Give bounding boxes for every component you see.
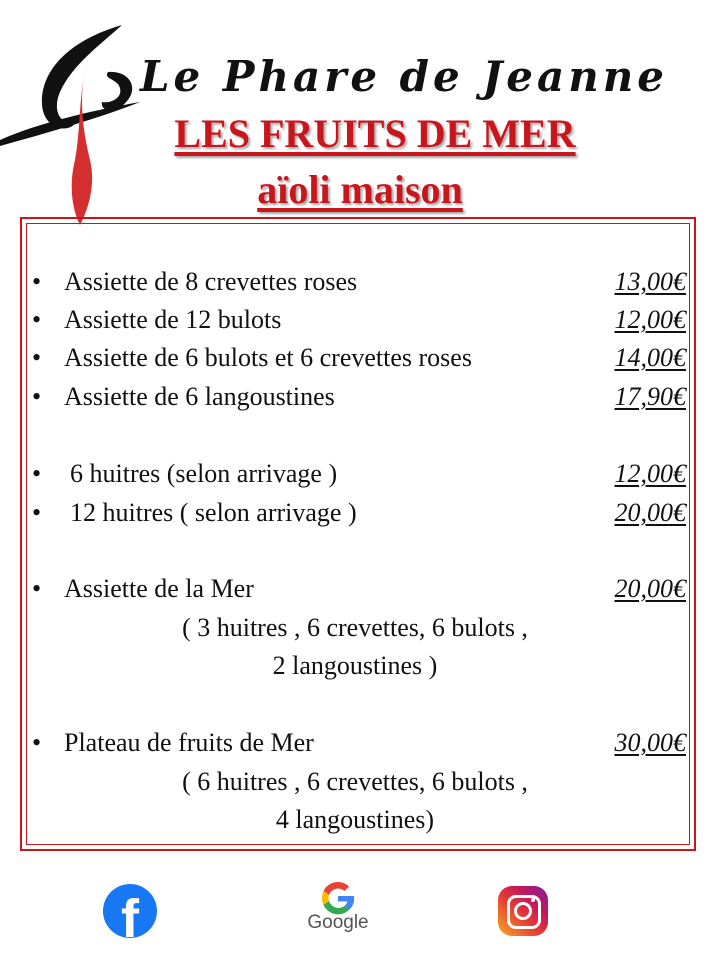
menu-item (32, 728, 686, 762)
item-price: 13,00€ (614, 267, 686, 296)
bullet: • (32, 343, 42, 372)
menu-item (32, 267, 686, 301)
item-price: 12,00€ (614, 459, 686, 488)
item-price: 12,00€ (614, 305, 686, 334)
item-price: 14,00€ (614, 343, 686, 372)
item-price: 17,90€ (614, 382, 686, 411)
item-detail: ( 6 huitres , 6 crevettes, 6 bulots , (182, 767, 528, 796)
menu-item (32, 343, 686, 377)
item-label: Assiette de 6 bulots et 6 crevettes roses (64, 343, 472, 372)
item-label: Assiette de 6 langoustines (64, 382, 335, 411)
bullet: • (32, 459, 42, 488)
google-icon[interactable] (300, 878, 376, 944)
item-price: 20,00€ (614, 498, 686, 527)
item-label: Assiette de la Mer (64, 574, 254, 603)
bullet: • (32, 382, 42, 411)
item-label: Plateau de fruits de Mer (64, 728, 314, 757)
item-detail: ( 3 huitres , 6 crevettes, 6 bulots , (182, 613, 528, 642)
menu-item (32, 574, 686, 608)
bullet: • (32, 305, 42, 334)
bullet: • (32, 498, 42, 527)
social-links (0, 878, 720, 948)
google-wordmark: Google (307, 912, 369, 933)
menu-item (32, 382, 686, 416)
title-line-2: aïoli maison (257, 167, 463, 212)
bullet: • (32, 267, 42, 296)
menu-item (32, 305, 686, 339)
instagram-icon[interactable] (498, 886, 548, 936)
item-detail: 4 langoustines) (275, 805, 435, 834)
restaurant-name: Le Phare de Jeanne (140, 52, 668, 101)
item-label: 12 huitres ( selon arrivage ) (70, 498, 357, 527)
item-label: 6 huitres (selon arrivage ) (70, 459, 338, 488)
menu-item (32, 498, 686, 532)
item-price: 30,00€ (614, 728, 686, 757)
bullet: • (32, 728, 42, 757)
item-label: Assiette de 12 bulots (64, 305, 282, 334)
bullet: • (32, 574, 42, 603)
menu-item (32, 459, 686, 493)
item-label: Assiette de 8 crevettes roses (64, 267, 358, 296)
item-price: 20,00€ (614, 574, 686, 603)
item-detail: 2 langoustines ) (272, 651, 438, 680)
facebook-icon[interactable]: f (103, 884, 157, 938)
title-line-1: LES FRUITS DE MER (174, 111, 576, 156)
